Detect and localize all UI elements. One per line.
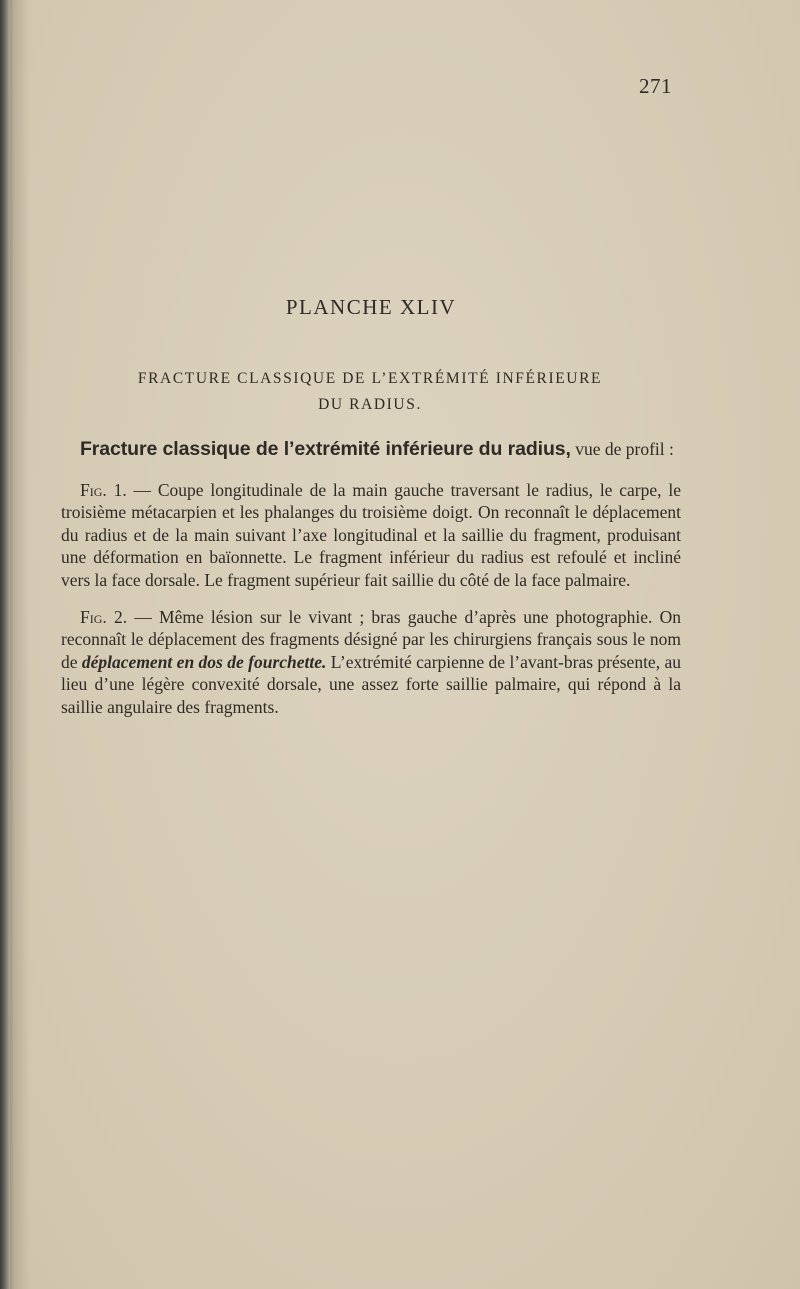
lead-paragraph bbox=[61, 438, 681, 461]
fig2-italic-term: déplacement en dos de fourchette. bbox=[81, 651, 327, 672]
fig2-paragraph bbox=[61, 606, 681, 719]
fig1-label: Fig. 1. bbox=[80, 479, 127, 500]
lead-bold-heading: Fracture classique de l’extrémité inférieure du radius, bbox=[80, 438, 571, 460]
fig2-text-before: — Même lésion sur le vivant ; bras gauche d’après une photographie. On reconnaît le déplacement des fragments désigné par les chirurgiens français sous le nom de bbox=[61, 606, 681, 672]
body-text bbox=[61, 438, 681, 733]
fig1-paragraph bbox=[61, 479, 681, 592]
spine-shadow bbox=[10, 0, 30, 1289]
subtitle-line-2: DU RADIUS. bbox=[318, 396, 422, 413]
page-number: 271 bbox=[639, 74, 672, 98]
fig2-label: Fig. 2. bbox=[80, 606, 128, 627]
lead-rest: vue de profil : bbox=[570, 439, 674, 459]
plate-title: PLANCHE XLIV bbox=[285, 295, 457, 319]
plate-subtitle bbox=[60, 366, 680, 418]
fig1-text: — Coupe longitudinale de la main gauche traversant le radius, le carpe, le troisième métacarpien et les phalanges du troisième doigt. On reconnaît le déplacement du radius et de la main suivant l’axe longitudinal et la saillie du fragment, produisant une déformation en baïonnette. Le fragment inférieur du radius est refoulé et incliné vers la face dorsale. Le fragment supérieur fait saillie du côté de la face palmaire. bbox=[61, 479, 681, 590]
subtitle-line-1: FRACTURE CLASSIQUE DE L’EXTRÉMITÉ INFÉRIEURE bbox=[137, 370, 603, 387]
fig2-text-after: L’extrémité carpienne de l’avant-bras présente, au lieu d’une légère convexité dorsale, une assez forte saillie palmaire, qui répond à la saillie angulaire des fragments. bbox=[61, 651, 681, 717]
